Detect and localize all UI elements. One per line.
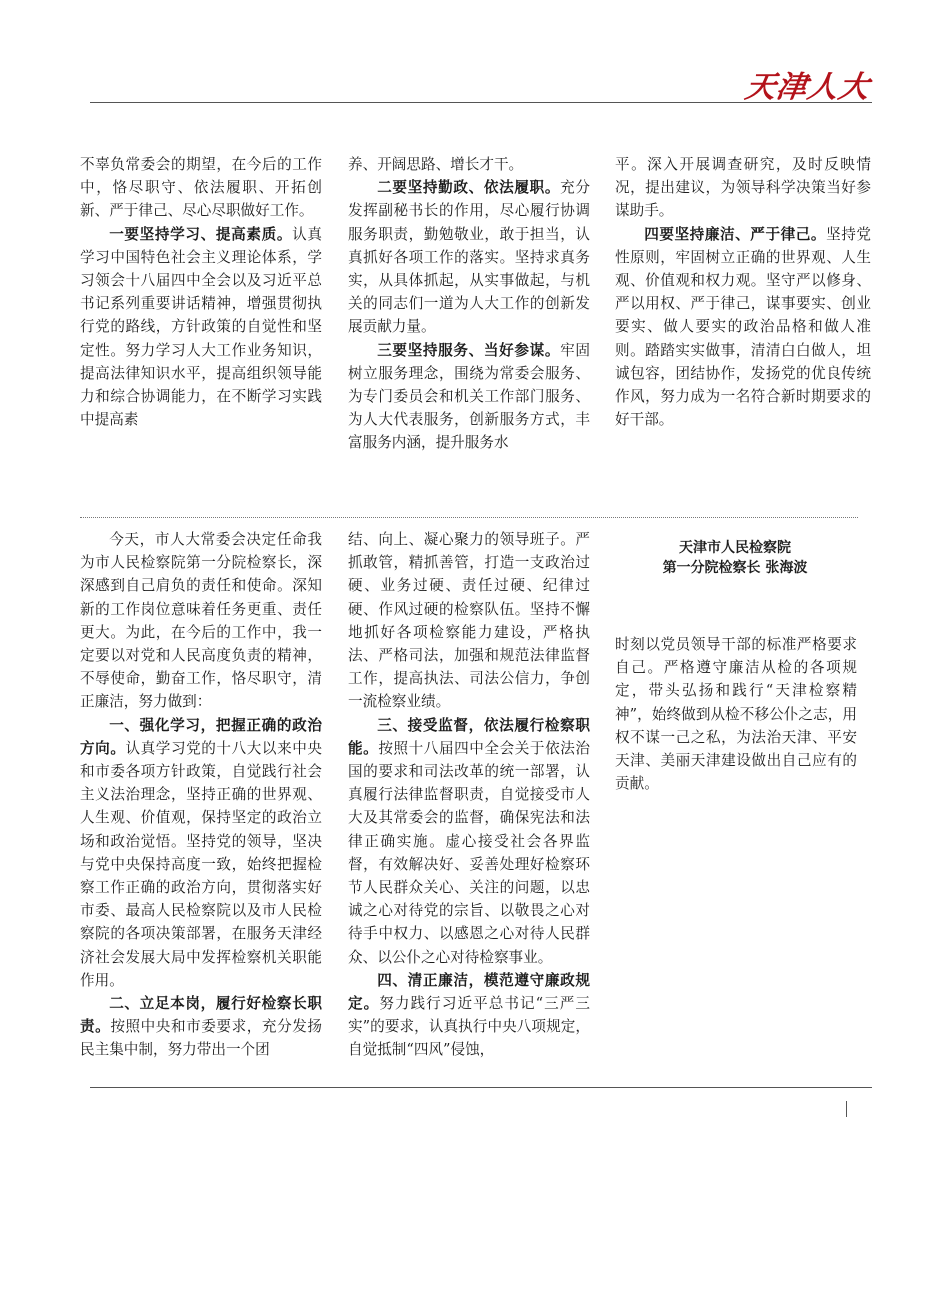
paragraph-text: 认真学习党的十八大以来中央和市委各项方针政策，自觉践行社会主义法治理念，坚持正确的世界观、人生观、价值观，保持坚定的政治立场和政治觉悟。坚持党的领导，坚决与党中央保持高度一致，始终把握检察工作正确的政治方向，贯彻落实好市委、最高人民检察院以及市人民检察院的各项决策部署，在服务天津经济社会发展大局中发挥检察机关职能作用。 bbox=[80, 739, 322, 989]
s2-column-2 bbox=[348, 528, 590, 1062]
paragraph-text: 不辜负常委会的期望，在今后的工作中，恪尽职守、依法履职、开拓创新、严于律己、尽心尽职做好工作。 bbox=[80, 156, 322, 220]
paragraph bbox=[80, 223, 322, 432]
footer-rule bbox=[90, 1087, 872, 1088]
s2-column-1 bbox=[80, 528, 322, 1062]
paragraph-text: 牢固树立服务理念，围绕为常委会服务、为专门委员会和机关工作部门服务、为人大代表服务，创新服务方式，丰富服务内涵，提升服务水 bbox=[348, 341, 590, 452]
s1-column-2 bbox=[348, 153, 590, 455]
paragraph-heading: 四要坚持廉洁、严于律己。 bbox=[644, 225, 827, 243]
paragraph bbox=[348, 528, 590, 714]
paragraph bbox=[615, 633, 857, 795]
paragraph-heading: 三、接受监督，依法履行检察职能。 bbox=[348, 716, 590, 757]
paragraph-text: 今天，市人大常委会决定任命我为市人民检察院第一分院检察长，深深感到自己肩负的责任和使命。深知新的工作岗位意味着任务更重、责任更大。为此，在今后的工作中，我一定要以对党和人民高度负责的精神，不辱使命，勤奋工作，恪尽职守，清正廉洁，努力做到： bbox=[80, 531, 322, 711]
paragraph bbox=[615, 223, 871, 432]
paragraph bbox=[615, 153, 871, 223]
paragraph bbox=[80, 992, 322, 1062]
author-byline bbox=[615, 538, 855, 578]
paragraph bbox=[80, 714, 322, 992]
paragraph-text: 养、开阔思路、增长才干。 bbox=[348, 156, 524, 173]
byline-org: 天津市人民检察院 bbox=[679, 540, 791, 556]
s1-column-1 bbox=[80, 153, 322, 431]
paragraph bbox=[348, 339, 590, 455]
paragraph-heading: 四、清正廉洁，模范遵守廉政规定。 bbox=[348, 971, 590, 1013]
header-rule bbox=[90, 102, 872, 103]
paragraph-text: 认真学习中国特色社会主义理论体系，学习领会十八届四中全会以及习近平总书记系列重要讲话精神，增强贯彻执行党的路线，方针政策的自觉性和坚定性。努力学习人大工作业务知识，提高法律知识水平，提高组织领导能力和综合协调能力，在不断学习实践中提高素 bbox=[80, 225, 322, 429]
byline-title: 第一分院检察长 张海波 bbox=[662, 560, 808, 576]
s2-column-3 bbox=[615, 633, 857, 795]
paragraph-text: 平。深入开展调查研究，及时反映情况，提出建议，为领导科学决策当好参谋助手。 bbox=[615, 156, 871, 220]
paragraph bbox=[348, 714, 590, 969]
paragraph-heading: 一、强化学习，把握正确的政治方向。 bbox=[80, 716, 322, 757]
paragraph bbox=[80, 153, 322, 223]
paragraph-text: 充分发挥副秘书长的作用，尽心履行协调服务职责，勤勉敬业，敢于担当，认真抓好各项工作的落实。坚持求真务实，从具体抓起，从实事做起，与机关的同志们一道为人大工作的创新发展贡献力量。 bbox=[348, 179, 590, 336]
paragraph-text: 按照中央和市委要求，充分发扬民主集中制，努力带出一个团 bbox=[80, 1018, 322, 1059]
paragraph bbox=[348, 153, 590, 176]
paragraph-heading: 一要坚持学习、提高素质。 bbox=[109, 225, 293, 243]
paragraph-text: 结、向上、凝心聚力的领导班子。严抓敢管，精抓善管，打造一支政治过硬、业务过硬、责任过硬、纪律过硬、作风过硬的检察队伍。坚持不懈地抓好各项检察能力建设，严格执法、严格司法，加强和规范法律监督工作，提高执法、司法公信力，争创一流检察业绩。 bbox=[348, 531, 590, 711]
page-marker bbox=[846, 1101, 847, 1117]
paragraph-text: 按照十八届四中全会关于依法治国的要求和司法改革的统一部署，认真履行法律监督职责，自觉接受市人大及其常委会的监督，确保宪法和法律正确实施。虚心接受社会各界监督，有效解决好、妥善处理好检察环节人民群众关心、关注的问题，以忠诚之心对待党的宗旨、以敬畏之心对待手中权力、以感恩之心对待人民群众、以公仆之心对待检察事业。 bbox=[348, 739, 590, 966]
paragraph-text: 时刻以党员领导干部的标准严格要求自己。严格遵守廉洁从检的各项规定，带头弘扬和践行“天津检察精神”，始终做到从检不移公仆之志，用权不谋一己之私，为法治天津、平安天津、美丽天津建设做出自己应有的贡献。 bbox=[615, 636, 857, 793]
paragraph-heading: 三要坚持服务、当好参谋。 bbox=[377, 341, 561, 359]
paragraph bbox=[348, 176, 590, 338]
paragraph-heading: 二要坚持勤政、依法履职。 bbox=[377, 179, 561, 197]
paragraph bbox=[80, 528, 322, 714]
paragraph-text: 坚持党性原则，牢固树立正确的世界观、人生观、价值观和权力观。坚守严以修身、严以用权、严于律己，谋事要实、创业要实、做人要实的政治品格和做人准则。踏踏实实做事，清清白白做人，坦诚包容，团结协作，发扬党的优良传统作风，努力成为一名符合新时期要求的好干部。 bbox=[615, 225, 871, 429]
s1-column-3 bbox=[615, 153, 871, 431]
paragraph-heading: 二、立足本岗，履行好检察长职责。 bbox=[80, 995, 322, 1036]
paragraph bbox=[348, 969, 590, 1062]
magazine-logo: 天津人大 bbox=[743, 70, 872, 105]
paragraph-text: 努力践行习近平总书记“三严三实”的要求，认真执行中央八项规定，自觉抵制“四风”侵蚀， bbox=[348, 995, 590, 1059]
section-divider bbox=[80, 517, 858, 518]
